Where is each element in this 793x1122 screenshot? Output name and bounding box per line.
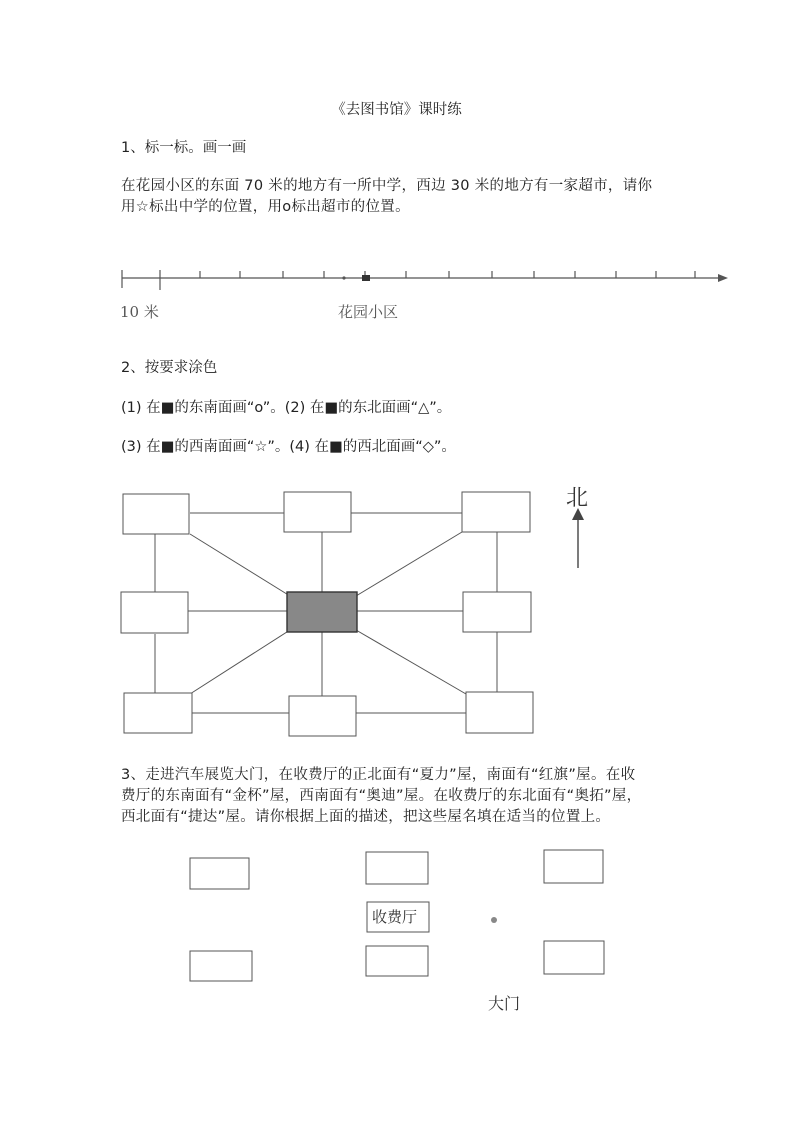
q1-heading: 1、标一标。画一画	[121, 140, 247, 156]
garden-community-marker	[362, 275, 370, 281]
diagonal-connector	[356, 630, 466, 694]
diagonal-connector	[356, 532, 462, 596]
box-jinbei-southeast[interactable]	[544, 941, 604, 974]
box-southeast[interactable]	[466, 692, 533, 733]
center-filled-square	[287, 592, 357, 632]
q3-text-line-3: 西北面有“捷达”屋。请你根据上面的描述，把这些屋名填在适当的位置上。	[121, 809, 611, 825]
scale-label: 10 米	[120, 303, 159, 321]
box-hongqi-south[interactable]	[366, 946, 428, 976]
box-northeast[interactable]	[462, 492, 530, 532]
q2-heading: 2、按要求涂色	[121, 360, 218, 376]
direction-diagram	[121, 492, 584, 736]
box-north[interactable]	[284, 492, 351, 532]
diagonal-connector	[190, 630, 290, 694]
map-dot	[491, 917, 497, 923]
north-label: 北	[566, 486, 589, 511]
box-west[interactable]	[121, 592, 188, 633]
garden-community-label: 花园小区	[338, 303, 399, 321]
box-northwest[interactable]	[123, 494, 189, 534]
box-audi-southwest[interactable]	[190, 951, 252, 981]
box-southwest[interactable]	[124, 693, 192, 733]
number-line-arrow	[718, 274, 728, 282]
gate-label: 大门	[488, 994, 521, 1013]
q2-instruction-1: (1) 在■的东南面画“o”。(2) 在■的东北面画“△”。	[121, 400, 452, 416]
number-line-dot	[343, 277, 345, 279]
number-line	[122, 270, 728, 290]
q3-text-line-1: 3、走进汽车展览大门，在收费厅的正北面有“夏力”屋，南面有“红旗”屋。在收	[121, 767, 636, 783]
number-line-ticks	[160, 270, 695, 290]
box-east[interactable]	[463, 592, 531, 632]
q3-text	[121, 765, 701, 828]
q1-text-line-1: 在花园小区的东面 70 米的地方有一所中学，西边 30 米的地方有一家超市，请你	[121, 178, 653, 194]
toll-hall-label: 收费厅	[372, 908, 418, 926]
box-south[interactable]	[289, 696, 356, 736]
q1-text-line-2: 用☆标出中学的位置，用o标出超市的位置。	[121, 199, 410, 215]
box-xiali-north[interactable]	[366, 852, 428, 884]
diagonal-connector	[190, 534, 290, 596]
q2-instruction-2: (3) 在■的西南面画“☆”。(4) 在■的西北面画“◇”。	[121, 439, 456, 455]
box-jetta-northwest[interactable]	[190, 858, 249, 889]
q3-text-line-2: 费厅的东南面有“金杯”屋，西南面有“奥迪”屋。在收费厅的东北面有“奥拓”屋，	[121, 788, 642, 804]
box-alto-northeast[interactable]	[544, 850, 603, 883]
page-title: 《去图书馆》课时练	[331, 102, 462, 118]
